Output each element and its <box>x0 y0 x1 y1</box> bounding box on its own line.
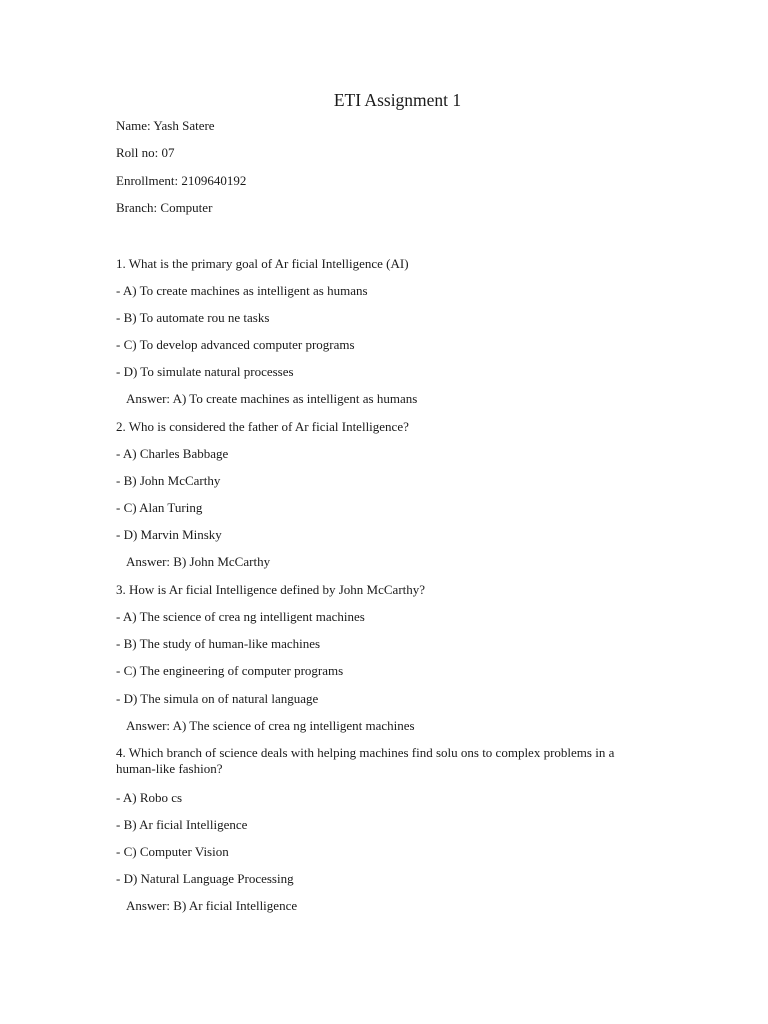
question-4-option-a: - A) Robo cs <box>116 790 183 805</box>
question-2-option-d: - D) Marvin Minsky <box>116 527 222 542</box>
question-3-answer: Answer: A) The science of crea ng intelligent machines <box>126 718 415 733</box>
question-1-option-b: - B) To automate rou ne tasks <box>116 310 270 325</box>
branch: Branch: Computer <box>116 200 213 215</box>
question-4: 4. Which branch of science deals with helping machines find solu ons to complex problems in a human-like fashion? <box>116 745 615 776</box>
question-1: 1. What is the primary goal of Ar ficial Intelligence (AI) <box>116 256 409 271</box>
enrollment-number: Enrollment: 2109640192 <box>116 173 247 188</box>
question-4-option-d: - D) Natural Language Processing <box>116 871 294 886</box>
question-1-option-a: - A) To create machines as intelligent as humans <box>116 283 368 298</box>
question-4-option-b: - B) Ar ficial Intelligence <box>116 817 248 832</box>
question-3-option-d: - D) The simula on of natural language <box>116 691 319 706</box>
question-4-option-c: - C) Computer Vision <box>116 844 229 859</box>
question-2-option-c: - C) Alan Turing <box>116 500 203 515</box>
question-4-answer: Answer: B) Ar ficial Intelligence <box>126 898 298 913</box>
question-2-option-b: - B) John McCarthy <box>116 473 221 488</box>
question-3: 3. How is Ar ficial Intelligence defined by John McCarthy? <box>116 582 426 597</box>
question-1-answer: Answer: A) To create machines as intelligent as humans <box>126 391 418 406</box>
question-3-option-a: - A) The science of crea ng intelligent machines <box>116 609 365 624</box>
question-3-option-c: - C) The engineering of computer programs <box>116 663 344 678</box>
document-title: ETI Assignment 1 <box>333 90 462 110</box>
question-2-option-a: - A) Charles Babbage <box>116 446 229 461</box>
question-1-option-c: - C) To develop advanced computer programs <box>116 337 355 352</box>
question-2-answer: Answer: B) John McCarthy <box>126 554 271 569</box>
question-2: 2. Who is considered the father of Ar ficial Intelligence? <box>116 419 409 434</box>
student-name: Name: Yash Satere <box>116 118 215 133</box>
roll-number: Roll no: 07 <box>116 145 175 160</box>
question-3-option-b: - B) The study of human-like machines <box>116 636 321 651</box>
question-1-option-d: - D) To simulate natural processes <box>116 364 294 379</box>
